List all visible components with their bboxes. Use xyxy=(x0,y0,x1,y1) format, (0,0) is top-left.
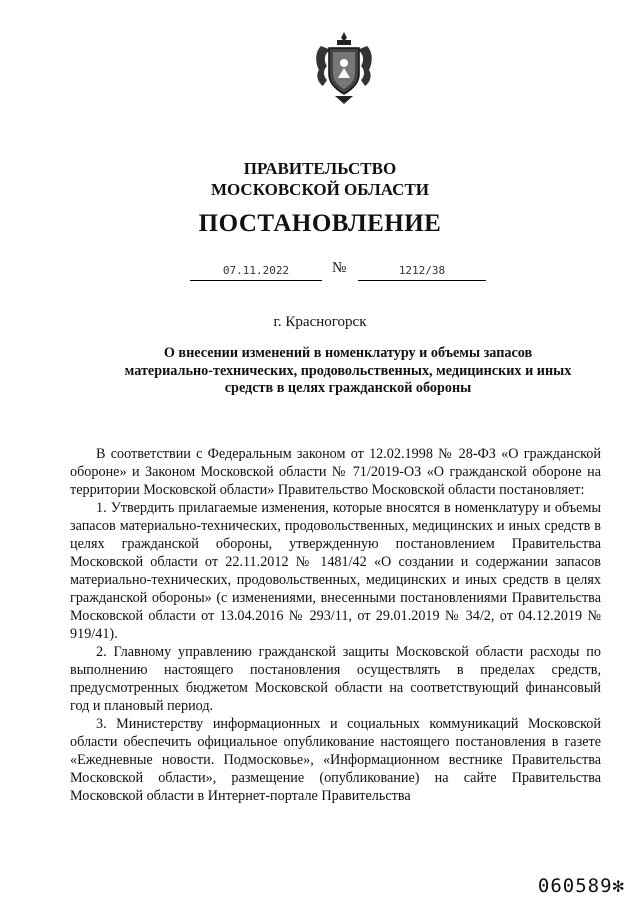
serial-number xyxy=(538,875,625,897)
subject-line-2: материально-технических, продовольственных, медицинских и иных xyxy=(124,362,572,379)
serial-mark-icon: ✻ xyxy=(612,875,625,897)
preamble-paragraph: В соответствии с Федеральным законом от 12.02.1998 № 28-ФЗ «О гражданской обороне» и Законом Московской области № 71/2019-ОЗ «О гражданской обороне на территории Московской области» Правительство Московской области постановляет: xyxy=(70,446,601,498)
document-number: 1212/38 xyxy=(358,262,486,281)
organization-name xyxy=(0,158,640,200)
document-meta xyxy=(190,262,490,284)
city-name: г. Красногорск xyxy=(273,314,367,330)
subject-line-1: О внесении изменений в номенклатуру и объемы запасов xyxy=(163,345,533,361)
org-line-1: ПРАВИТЕЛЬСТВО xyxy=(243,159,397,178)
clause-3-paragraph: 3. Министерству информационных и социальных коммуникаций Московской области обеспечить официальное опубликование настоящего постановления в газете «Ежедневные новости. Подмосковье», «Информационном вестнике Правительства Московской области», размещение (опубликование) на сайте Правительства Московской области в Интернет-портале Правительства xyxy=(70,716,601,804)
document-date: 07.11.2022 xyxy=(190,262,322,281)
number-sign: № xyxy=(332,260,347,276)
org-line-2: МОСКОВСКОЙ ОБЛАСТИ xyxy=(210,180,430,199)
clause-1-paragraph: 1. Утвердить прилагаемые изменения, которые вносятся в номенклатуру и объемы запасов материально-технических, продовольственных, медицинских и иных средств в целях гражданской обороны, утвержденную постановлением Правительства Московской области от 22.11.2012 № 1481/42 «О создании и содержании запасов материально-технических, продовольственных, медицинских и иных средств в целях гражданской обороны» (с изменениями, внесенными постановлениями Правительства Московской области от 13.04.2016 № 293/11, от 29.01.2019 № 34/2, от 04.12.2019 № 919/41). xyxy=(70,500,601,642)
document-subject xyxy=(108,345,588,398)
serial-digits: 060589 xyxy=(537,875,613,897)
subject-line-3: средств в целях гражданской обороны xyxy=(224,380,472,396)
clause-2-paragraph: 2. Главному управлению гражданской защиты Московской области расходы по выполнению настоящего постановления осуществлять в пределах средств, предусмотренных бюджетом Московской области на соответствующий финансовый год и плановый период. xyxy=(70,644,601,714)
coat-of-arms-icon xyxy=(313,30,375,106)
document-body xyxy=(70,445,601,805)
document-type: ПОСТАНОВЛЕНИЕ xyxy=(198,210,442,237)
